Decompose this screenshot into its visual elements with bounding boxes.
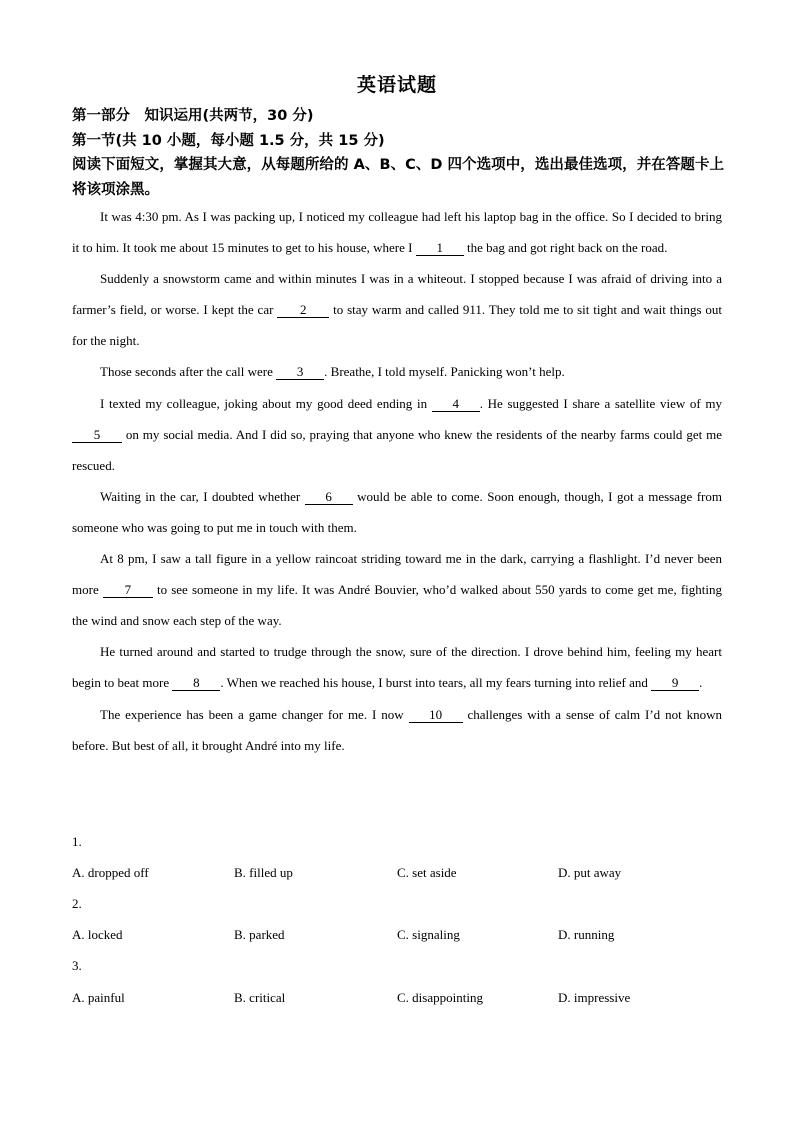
passage-text: He turned around and started to trudge through the snow, sure of the direction. I drove behind him, feeling my heart begin to beat more bbox=[72, 644, 722, 691]
option-b: B. parked bbox=[234, 927, 285, 942]
passage-text: It was 4:30 pm. As I was packing up, I noticed my colleague had left his laptop bag in the office. So I decided to bring it to him. It took me about 15 minutes to get to his house, where I bbox=[72, 209, 722, 256]
question-number: 1. bbox=[72, 834, 82, 849]
passage-paragraph-6 bbox=[72, 543, 722, 636]
blank-1: 1 bbox=[416, 240, 464, 256]
passage-text: . bbox=[699, 675, 703, 691]
passage-paragraph-1 bbox=[72, 201, 722, 263]
passage-paragraph-8 bbox=[72, 699, 722, 761]
blank-6: 6 bbox=[305, 489, 353, 505]
blank-7: 7 bbox=[103, 582, 153, 598]
option-b: B. critical bbox=[234, 990, 286, 1005]
blank-3: 3 bbox=[276, 364, 324, 380]
blank-10: 10 bbox=[409, 707, 463, 723]
option-a: A. locked bbox=[72, 927, 123, 942]
passage-text: to see someone in my life. It was André Bouvier, who’d walked about 550 yards to come get me, fighting the wind and snow each step of the way. bbox=[72, 582, 722, 629]
question-number: 2. bbox=[72, 896, 82, 911]
passage-text: I texted my colleague, joking about my good deed ending in bbox=[100, 395, 432, 411]
passage-text: would be able to come. Soon enough, though, I got a message from someone who was going to put me in touch with them. bbox=[72, 488, 722, 535]
passage-text: the bag and got right back on the road. bbox=[463, 240, 668, 256]
part-heading: 第一部分 知识运用(共两节，30 分) bbox=[72, 108, 314, 124]
blank-4: 4 bbox=[432, 396, 480, 412]
passage-paragraph-5 bbox=[72, 481, 722, 543]
instruction-text: 阅读下面短文，掌握其大意，从每题所给的 A、B、C、D 四个选项中，选出最佳选项，并在答题卡上将该项涂黑。 bbox=[72, 157, 724, 198]
option-a: A. dropped off bbox=[72, 865, 149, 880]
blank-5: 5 bbox=[72, 427, 122, 443]
option-c: C. signaling bbox=[397, 927, 460, 942]
option-b: B. filled up bbox=[234, 865, 293, 880]
passage-text: to stay warm and called 911. They told me to sit tight and wait things out for the night. bbox=[72, 302, 722, 349]
blank-8: 8 bbox=[172, 675, 220, 691]
cloze-passage bbox=[72, 201, 722, 761]
passage-text: . When we reached his house, I burst into tears, all my fears turning into relief and bbox=[220, 675, 652, 691]
passage-paragraph-2 bbox=[72, 263, 722, 356]
page-title: 英语试题 bbox=[356, 74, 437, 96]
passage-text: on my social media. And I did so, praying that anyone who knew the residents of the nearby farms could get me rescued. bbox=[72, 426, 722, 473]
blank-2: 2 bbox=[277, 302, 329, 318]
question-number: 3. bbox=[72, 958, 82, 973]
option-a: A. painful bbox=[72, 990, 125, 1005]
passage-text: Those seconds after the call were bbox=[100, 364, 277, 380]
passage-text: Suddenly a snowstorm came and within minutes I was in a whiteout. I stopped because I was afraid of driving into a farmer’s field, or worse. I kept the car bbox=[72, 271, 722, 318]
option-d: D. running bbox=[558, 927, 615, 942]
passage-paragraph-3 bbox=[72, 356, 722, 387]
passage-text: At 8 pm, I saw a tall figure in a yellow raincoat striding toward me in the dark, carrying a flashlight. I’d never been more bbox=[72, 551, 722, 598]
section-heading: 第一节(共 10 小题，每小题 1.5 分，共 15 分) bbox=[72, 133, 385, 149]
passage-text: Waiting in the car, I doubted whether bbox=[100, 488, 305, 504]
option-c: C. disappointing bbox=[397, 990, 483, 1005]
passage-text: . Breathe, I told myself. Panicking won’t help. bbox=[324, 364, 565, 380]
passage-text: . He suggested I share a satellite view of my bbox=[479, 395, 722, 411]
passage-text: challenges with a sense of calm I’d not known before. But best of all, it brought André into my life. bbox=[72, 706, 722, 753]
option-d: D. put away bbox=[558, 865, 622, 880]
passage-paragraph-4 bbox=[72, 388, 722, 481]
option-d: D. impressive bbox=[558, 990, 631, 1005]
passage-paragraph-7 bbox=[72, 636, 722, 698]
passage-text: The experience has been a game changer for me. I now bbox=[100, 706, 409, 722]
option-c: C. set aside bbox=[397, 865, 457, 880]
blank-9: 9 bbox=[651, 675, 699, 691]
